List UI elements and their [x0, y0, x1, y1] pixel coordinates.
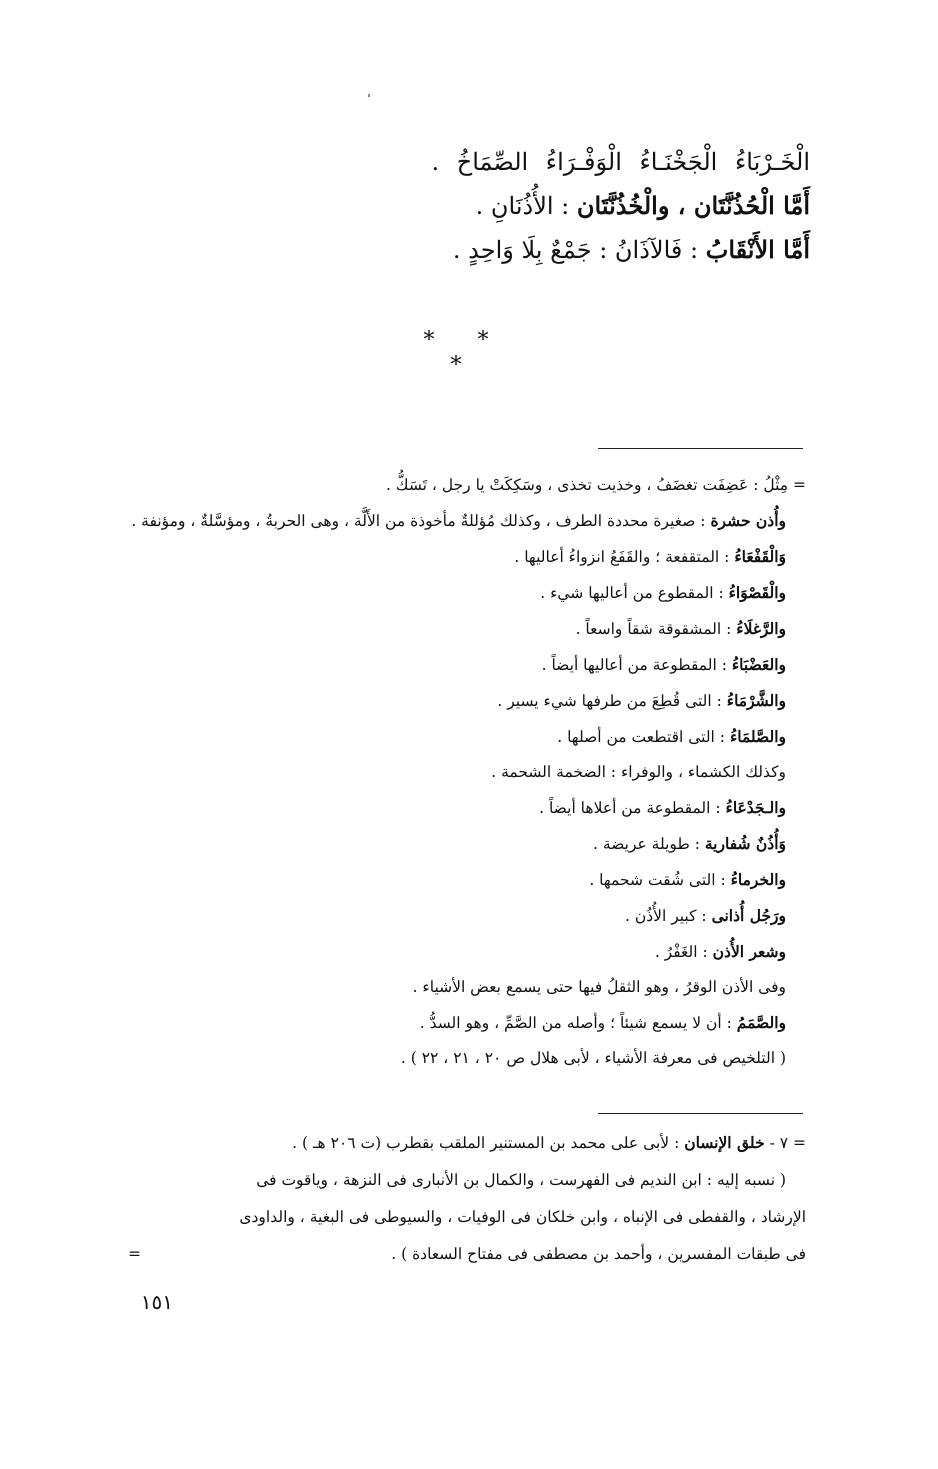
footnote-2	[128, 1124, 806, 1273]
footnote-1	[128, 468, 806, 1076]
glossary-definition: : المشقوقة شقاً واسعاً .	[575, 620, 737, 638]
main-line-2-bold: أَمَّا الْحُذُنَّتَان ، والْخُذُنَّتَان	[576, 191, 810, 220]
glossary-entry	[128, 934, 806, 970]
glossary-definition: : التى قُطِعَ من طرفها شيء يسير .	[497, 692, 727, 710]
glossary-term: وَالْقَفْعَاءُ	[734, 547, 786, 566]
footnote-1-entries	[128, 539, 806, 1041]
glossary-term: والعَضْبَاءُ	[731, 655, 786, 674]
glossary-entry	[128, 539, 806, 575]
main-line-2-rest: : الأُذُنَانِ .	[475, 192, 577, 220]
glossary-term: والخرماءُ	[730, 870, 786, 889]
main-line-3	[250, 228, 810, 272]
glossary-term: والشَّرْمَاءُ	[726, 691, 786, 710]
footnote-2-prefix: = ٧ -	[764, 1134, 806, 1152]
footnote-rule-2	[598, 1113, 803, 1114]
footnote-1-paragraph-text: : صغيرة محددة الطرف ، وكذلك مُؤللةٌ مأخوذة من الأَلَّة ، وهى الحربةُ ، ومؤسَّلةٌ ، ومؤنفة .	[131, 512, 711, 530]
glossary-entry	[128, 970, 806, 1005]
main-line-3-bold: أَمَّا الأَنْقَابُ	[705, 235, 810, 264]
footnote-rule-1	[598, 448, 803, 449]
glossary-definition: : كبير الأُذُن .	[624, 907, 712, 925]
glossary-definition: وفى الأذن الوقرُ ، وهو الثقلُ فيها حتى يسمع بعض الأشياء .	[412, 978, 786, 996]
glossary-definition: : الغَفْرُ .	[654, 943, 713, 961]
main-line-1: الْخَـرْبَاءُ الْجَخْنَـاءُ الْوَفْـرَاءُ الصِّمَاخُ .	[431, 148, 810, 176]
footnote-2-title: خلق الإنسان	[684, 1133, 765, 1152]
glossary-entry	[128, 611, 806, 647]
glossary-entry	[128, 719, 806, 755]
footnote-2-line-3: الإرشاد ، والقفطى فى الإنباه ، وابن خلكان فى الوفيات ، والسيوطى فى البغية ، والداودى	[239, 1208, 806, 1226]
glossary-term: ورَجُل أُذانى	[711, 906, 786, 925]
page-number: ١٥١	[140, 1290, 173, 1314]
glossary-term: والـجَدْعَاءُ	[725, 798, 786, 817]
footnote-1-paragraph-term: وأُذن حشرة	[710, 511, 786, 530]
glossary-entry	[128, 755, 806, 790]
footnote-2-line-2: ( نسبه إليه : ابن النديم فى الفهرست ، والكمال بن الأنبارى فى النزهة ، وياقوت فى	[256, 1171, 786, 1189]
glossary-entry	[128, 575, 806, 611]
glossary-definition: : المقطوع من أعاليها شيء .	[540, 584, 729, 602]
glossary-term: والصَّمَمُ	[736, 1013, 786, 1032]
glossary-entry	[128, 683, 806, 719]
glossary-definition: : التى اقتطعت من أصلها .	[557, 728, 730, 746]
glossary-entry	[128, 898, 806, 934]
glossary-definition: : المتقفعة ؛ والقَفَعُ انزواءُ أعاليها .	[514, 548, 735, 566]
footnote-1-intro: = مِثْلُ : عَضِفَت تغضَفُ ، وخذيت تخذى ، وسَكِكَتْ يا رجل ، تَسَكُّ .	[385, 476, 806, 494]
main-text	[250, 140, 810, 272]
glossary-definition: : المقطوعة من أعلاها أيضاً .	[539, 799, 726, 817]
footnote-1-paragraph	[128, 503, 806, 539]
main-line-3-rest: : فَالآذَانُ : جَمْعٌ بِلَا وَاحِدٍ .	[452, 236, 706, 264]
glossary-term: وَأُذُنٌ شُفارية	[704, 834, 786, 853]
glossary-term: والرَّغلَاءُ	[736, 619, 786, 638]
footnote-2-title-line	[128, 1124, 806, 1162]
glossary-entry	[128, 826, 806, 862]
glossary-definition: : طويلة عريضة .	[593, 835, 705, 853]
glossary-term: والْقَصْوَاءُ	[728, 583, 786, 602]
main-line-2	[250, 184, 810, 228]
glossary-entry	[128, 790, 806, 826]
glossary-term: والصَّلمَاءُ	[729, 727, 786, 746]
glossary-definition: وكذلك الكشماء ، والوفراء : الضخمة الشحمة .	[491, 763, 786, 781]
footnote-2-line-4-text: فى طبقات المفسرين ، وأحمد بن مصطفى فى مفتاح السعادة ) .	[391, 1245, 806, 1263]
section-divider-stars: * * *	[423, 328, 507, 378]
glossary-term: وشعر الأُذن	[712, 942, 786, 961]
glossary-definition: : التى شُقت شحمها .	[589, 871, 731, 889]
glossary-definition: : المقطوعة من أعاليها أيضاً .	[541, 656, 732, 674]
glossary-definition: : أن لا يسمع شيئاً ؛ وأصله من الصَّمِّ ، وهو السدُّ .	[419, 1014, 737, 1032]
footnote-2-continuation: =	[128, 1245, 141, 1263]
glossary-entry	[128, 862, 806, 898]
glossary-entry	[128, 1005, 806, 1041]
footnote-1-source: ( التلخيص فى معرفة الأشياء ، لأبى هلال ص ٢٠ ، ٢١ ، ٢٢ ) .	[400, 1049, 786, 1067]
glossary-entry	[128, 647, 806, 683]
footnote-2-title-rest: : لأبى على محمد بن المستنير الملقب بقطرب (ت ٢٠٦ هـ ) .	[292, 1134, 685, 1152]
scan-speck	[368, 94, 370, 97]
footnote-2-line-4	[128, 1236, 806, 1273]
